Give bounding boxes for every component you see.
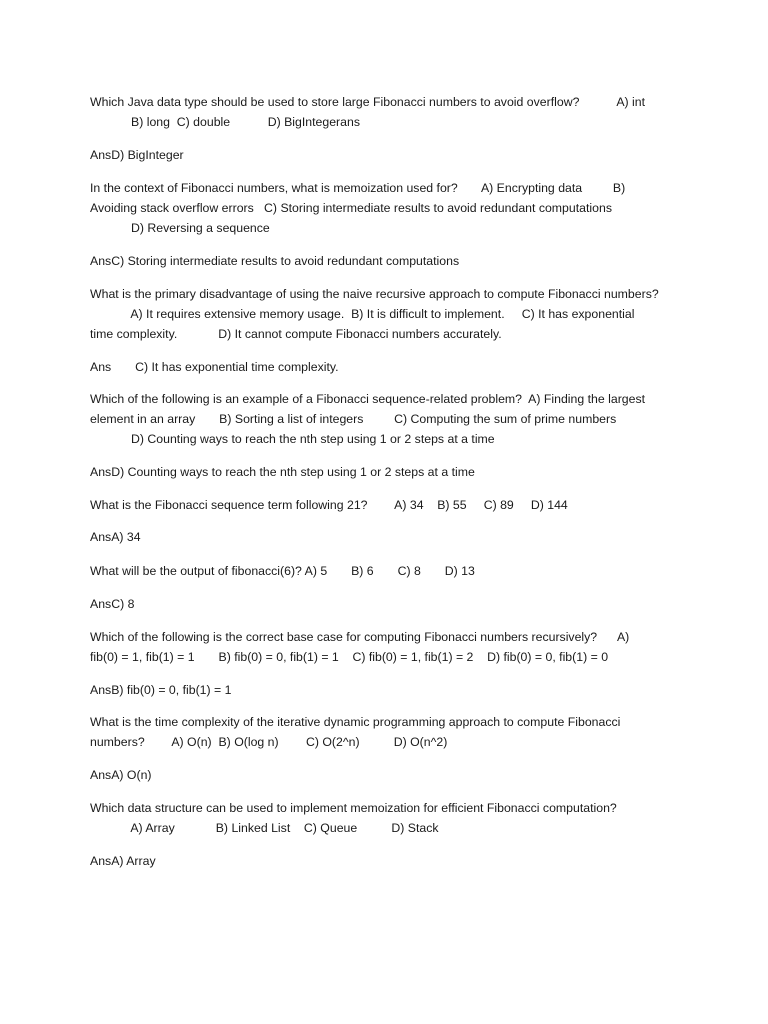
- answer-8: [90, 765, 690, 785]
- answer-9: [90, 851, 690, 871]
- answer-line: AnsA) Array: [90, 854, 156, 868]
- question-line: What is the primary disadvantage of using the naive recursive approach to compute Fibonacci numbers?: [90, 287, 659, 301]
- answer-2: [90, 251, 690, 271]
- question-line: Avoiding stack overflow errors C) Storing intermediate results to avoid redundant computations: [90, 201, 612, 215]
- question-line: In the context of Fibonacci numbers, what is memoization used for? A) Encrypting data B): [90, 181, 626, 195]
- answer-line: AnsC) Storing intermediate results to avoid redundant computations: [90, 254, 460, 268]
- answer-7: [90, 680, 690, 700]
- question-line: Which Java data type should be used to store large Fibonacci numbers to avoid overflow? A) int: [90, 95, 646, 109]
- answer-line: AnsD) Counting ways to reach the nth step using 1 or 2 steps at a time: [90, 465, 475, 479]
- question-line: D) Reversing a sequence: [90, 221, 270, 235]
- answer-1: [90, 145, 690, 165]
- answer-line: AnsC) 8: [90, 597, 135, 611]
- question-line: A) Array B) Linked List C) Queue D) Stack: [90, 821, 439, 835]
- answer-line: Ans C) It has exponential time complexity.: [90, 360, 339, 374]
- answer-4: [90, 462, 690, 482]
- question-line: numbers? A) O(n) B) O(log n) C) O(2^n) D) O(n^2): [90, 735, 448, 749]
- question-line: Which of the following is an example of a Fibonacci sequence-related problem? A) Finding the largest: [90, 392, 646, 406]
- answer-3: [90, 357, 690, 377]
- question-6: [90, 561, 690, 581]
- question-line: Which data structure can be used to implement memoization for efficient Fibonacci computation?: [90, 801, 617, 815]
- question-1: [90, 92, 690, 132]
- question-line: Which of the following is the correct base case for computing Fibonacci numbers recursively? A): [90, 630, 630, 644]
- answer-5: [90, 527, 690, 547]
- question-2: [90, 178, 690, 238]
- question-3: [90, 284, 690, 344]
- question-line: fib(0) = 1, fib(1) = 1 B) fib(0) = 0, fib(1) = 1 C) fib(0) = 1, fib(1) = 2 D) fib(0) = 0, fib(1) = 0: [90, 650, 609, 664]
- question-line: D) Counting ways to reach the nth step using 1 or 2 steps at a time: [90, 432, 495, 446]
- question-line: What will be the output of fibonacci(6)? A) 5 B) 6 C) 8 D) 13: [90, 564, 475, 578]
- question-line: What is the time complexity of the iterative dynamic programming approach to compute Fibonacci: [90, 715, 621, 729]
- question-9: [90, 798, 690, 838]
- question-line: B) long C) double D) BigIntegerans: [90, 115, 360, 129]
- question-line: element in an array B) Sorting a list of integers C) Computing the sum of prime numbers: [90, 412, 617, 426]
- question-line: time complexity. D) It cannot compute Fibonacci numbers accurately.: [90, 327, 502, 341]
- answer-line: AnsB) fib(0) = 0, fib(1) = 1: [90, 683, 232, 697]
- question-5: [90, 495, 690, 515]
- question-7: [90, 627, 690, 667]
- answer-6: [90, 594, 690, 614]
- question-line: What is the Fibonacci sequence term following 21? A) 34 B) 55 C) 89 D) 144: [90, 498, 568, 512]
- answer-line: AnsD) BigInteger: [90, 148, 184, 162]
- question-4: [90, 389, 690, 449]
- question-line: A) It requires extensive memory usage. B) It is difficult to implement. C) It has exponential: [90, 307, 635, 321]
- answer-line: AnsA) O(n): [90, 768, 152, 782]
- question-8: [90, 712, 690, 752]
- answer-line: AnsA) 34: [90, 530, 141, 544]
